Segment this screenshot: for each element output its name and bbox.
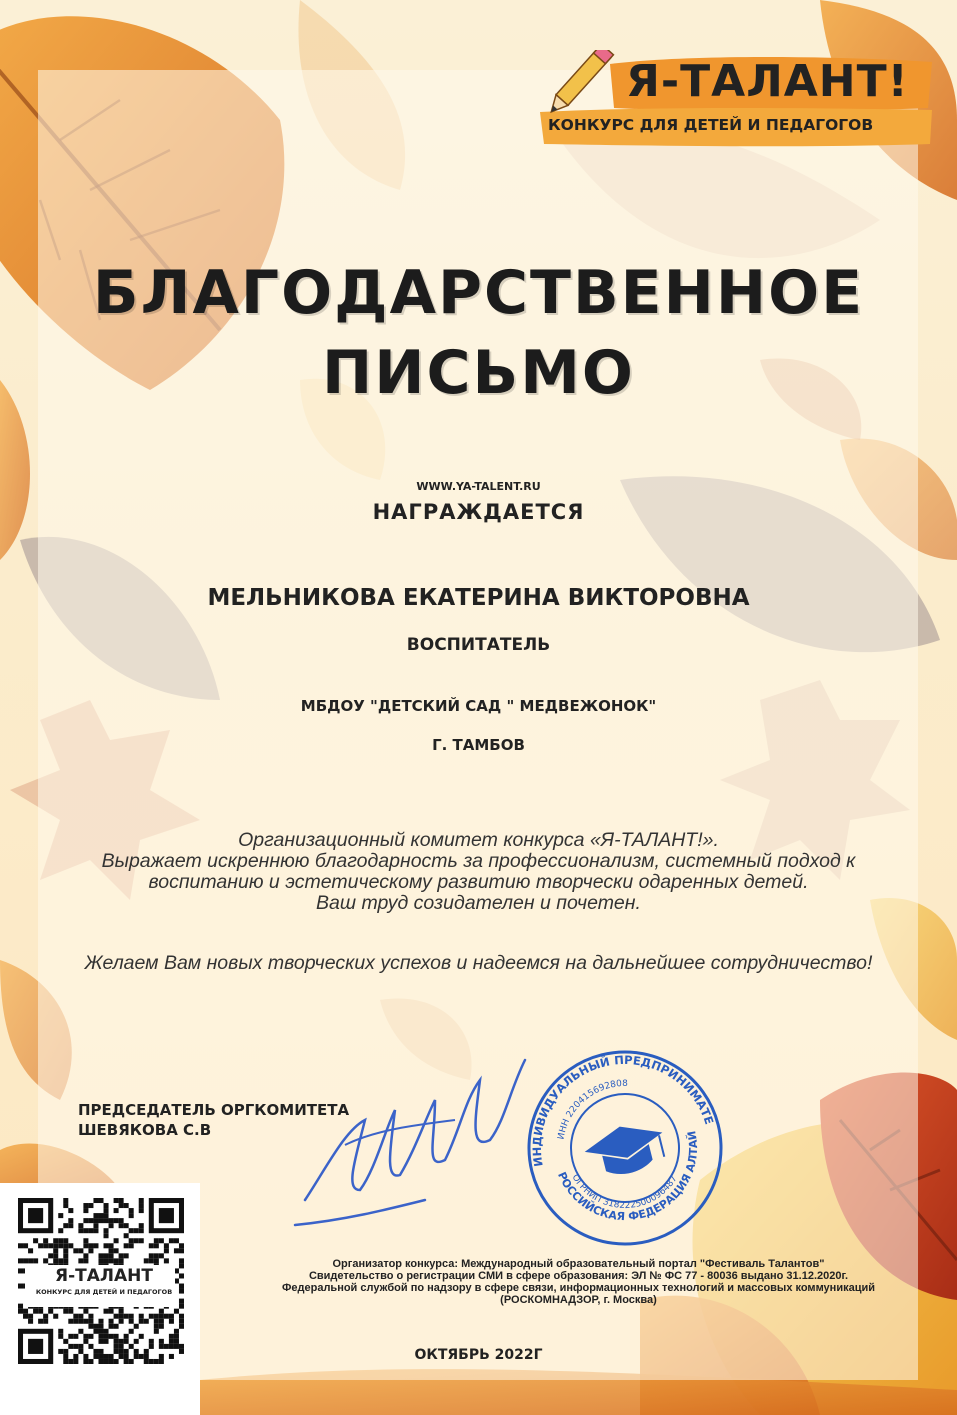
logo-title: Я-ТАЛАНТ! [626,56,909,107]
stamp-outer-text: ИНДИВИДУАЛЬНЫЙ ПРЕДПРИНИМАТЕЛЬ [529,1052,717,1168]
website-link: WWW.YA-TALENT.RU [416,480,541,493]
organizer-line: Федеральной службой по надзору в сфере связи, информационных технологий и массовых коммуникаций [282,1282,875,1294]
signatory-title: ПРЕДСЕДАТЕЛЬ ОРГКОМИТЕТА [78,1101,350,1119]
graduation-cap-icon [581,1117,670,1182]
organizer-info [200,1258,957,1306]
certificate-title-line2: ПИСЬМО [322,338,635,408]
stamp-ogrnip: ОГРНИП 318222500096487 [569,1172,680,1212]
logo-subtitle: КОНКУРС ДЛЯ ДЕТЕЙ И ПЕДАГОГОВ [548,116,874,134]
handwritten-signature [285,1050,545,1240]
organizer-line: Свидетельство о регистрации СМИ в сфере образования: ЭЛ № ФС 77 - 80036 выдано 31.12.2020г. [308,1270,849,1282]
gratitude-line: воспитанию и эстетическому развитию творчески одаренных детей. [148,871,809,893]
gratitude-line: Выражает искреннюю благодарность за профессионализм, системный подход к [101,850,856,872]
qr-logo-title: Я-ТАЛАНТ [55,1266,153,1286]
gratitude-text [40,830,917,914]
signatory-name: ШЕВЯКОВА С.В [78,1121,212,1139]
qr-logo-subtitle: КОНКУРС ДЛЯ ДЕТЕЙ И ПЕДАГОГОВ [35,1288,173,1296]
recipient-position: ВОСПИТАТЕЛЬ [406,635,551,655]
organizer-line: (РОСКОМНАДЗОР, г. Москва) [500,1294,657,1306]
gratitude-line: Организационный комитет конкурса «Я-ТАЛАНТ!». [238,829,719,851]
stamp-bottom-text: РОССИЙСКАЯ ФЕДЕРАЦИЯ АЛТАЙСКИЙ [555,1129,701,1224]
recipient-organization: МБДОУ "ДЕТСКИЙ САД " МЕДВЕЖОНОК" [300,697,657,715]
recipient-city: Г. ТАМБОВ [432,736,525,754]
organizer-line: Организатор конкурса: Международный образовательный портал "Фестиваль Талантов" [332,1258,825,1270]
issue-date: ОКТЯБРЬ 2022Г [414,1347,543,1363]
ya-talant-logo [540,50,935,150]
certificate-title-line1: БЛАГОДАРСТВЕННОЕ [92,258,865,328]
wish-text: Желаем Вам новых творческих успехов и надеемся на дальнейшее сотрудничество! [84,952,873,974]
stamp-inn: ИНН 220415692808 [556,1078,628,1141]
awarded-label: НАГРАЖДАЕТСЯ [372,500,585,524]
recipient-name: МЕЛЬНИКОВА ЕКАТЕРИНА ВИКТОРОВНА [207,585,750,611]
official-stamp [525,1048,725,1248]
gratitude-line: Ваш труд созидателен и почетен. [316,892,641,914]
